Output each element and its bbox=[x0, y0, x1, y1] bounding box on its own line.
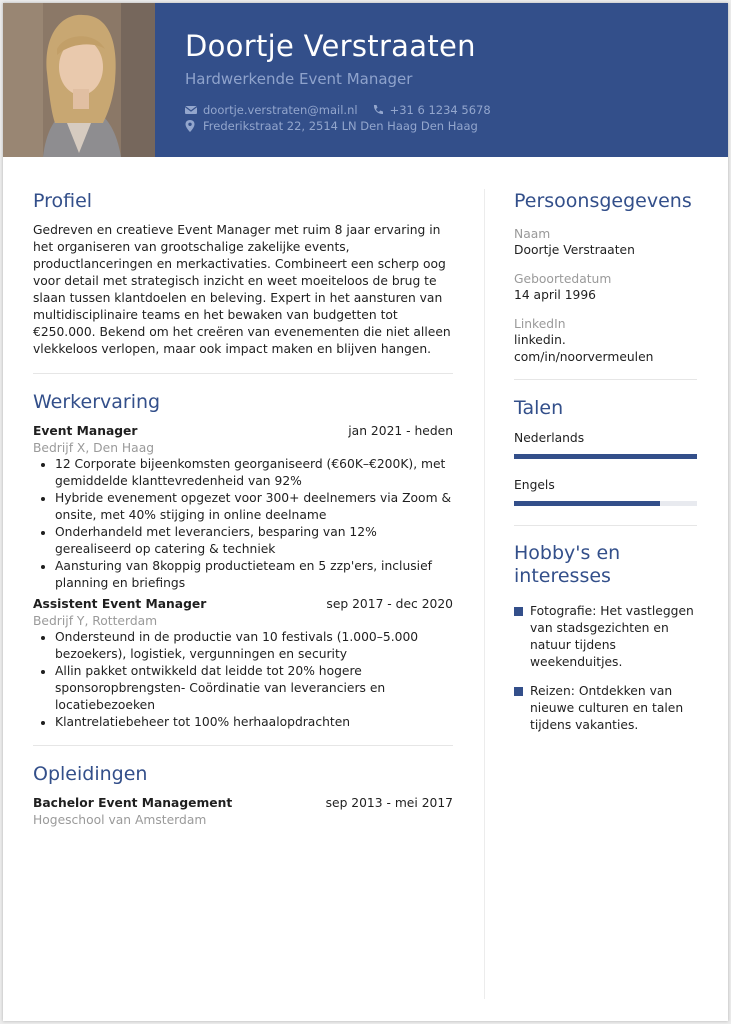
hobby-text: Reizen: Ontdekken van nieuwe culturen en talen tijdens vakanties. bbox=[530, 684, 684, 732]
contact-line-2 bbox=[185, 119, 478, 133]
list-item: • Hybride evenement opgezet voor 300+ deelnemers via Zoom & onsite, met 40% stijging in online deelname bbox=[55, 490, 453, 524]
contact-line-1 bbox=[185, 103, 491, 117]
language-name: Engels bbox=[514, 478, 555, 492]
language-bar-track bbox=[514, 501, 697, 506]
personal-heading: Persoonsgegevens bbox=[514, 190, 692, 212]
phone-icon bbox=[372, 104, 386, 116]
list-item: • Onderhandeld met leveranciers, besparing van 12% gerealiseerd op catering & techniek bbox=[55, 524, 453, 558]
language-bar-track bbox=[514, 454, 697, 459]
experience-heading: Werkervaring bbox=[33, 391, 161, 413]
job-bullets bbox=[33, 629, 453, 731]
linkedin-value[interactable]: linkedin. bbox=[514, 333, 566, 347]
field-label: LinkedIn bbox=[514, 317, 566, 331]
education-heading: Opleidingen bbox=[33, 763, 148, 785]
list-item: • 12 Corporate bijeenkomsten georganiseerd (€60K–€200K), met gemiddelde klanttevredenheid van 92% bbox=[55, 456, 453, 490]
profile-heading: Profiel bbox=[33, 190, 93, 212]
profile-photo bbox=[3, 3, 155, 157]
job-company: Bedrijf Y, Rotterdam bbox=[33, 614, 158, 628]
side-column bbox=[514, 189, 697, 734]
phone-text[interactable]: +31 6 1234 5678 bbox=[389, 103, 491, 117]
list-item: • Aansturing van 8koppig productieteam en 5 zzp'ers, inclusief planning en briefings bbox=[55, 558, 453, 592]
square-bullet-icon bbox=[514, 607, 523, 616]
list-item: • Klantrelatiebeheer tot 100% herhaalopdrachten bbox=[55, 714, 453, 731]
candidate-tagline: Hardwerkende Event Manager bbox=[185, 70, 413, 88]
hobby-item bbox=[514, 603, 697, 671]
address-text: Frederikstraat 22, 2514 LN Den Haag Den Haag bbox=[203, 119, 478, 133]
list-item: • Ondersteund in de productie van 10 festivals (1.000–5.000 bezoekers), logistiek, vergunningen en security bbox=[55, 629, 453, 663]
profile-text: Gedreven en creatieve Event Manager met ruim 8 jaar ervaring in het organiseren van grootschalige zakelijke events, productlanceringen en merkactivaties. Combineert een scherp oog voor detail met strategisch inzicht en weet moeiteloos de brug te slaan tussen klantdoelen en beleving. Expert in het aansturen van multidisciplinaire teams en het bewaken van budgetten tot €250.000. Bekend om het creëren van evenementen die niet alleen vlekkeloos verlopen, maar ook impact maken en blijven hangen. bbox=[33, 223, 451, 356]
job-period: sep 2017 - dec 2020 bbox=[326, 597, 453, 611]
degree-period: sep 2013 - mei 2017 bbox=[325, 796, 453, 810]
section-divider bbox=[514, 379, 697, 380]
hobbies-heading-line1: Hobby's en bbox=[514, 542, 621, 564]
field-value: Doortje Verstraaten bbox=[514, 243, 635, 257]
job-title: Assistent Event Manager bbox=[33, 597, 207, 611]
language-name: Nederlands bbox=[514, 431, 585, 445]
candidate-name: Doortje Verstraaten bbox=[185, 29, 476, 63]
job-period: jan 2021 - heden bbox=[348, 424, 453, 438]
personal-field bbox=[514, 271, 697, 304]
personal-field bbox=[514, 316, 697, 366]
job-entry bbox=[33, 423, 453, 592]
field-label: Geboortedatum bbox=[514, 272, 612, 286]
job-company: Bedrijf X, Den Haag bbox=[33, 441, 155, 455]
section-divider bbox=[33, 373, 453, 374]
main-column bbox=[33, 189, 453, 828]
language-bar-fill bbox=[514, 454, 697, 459]
job-entry bbox=[33, 596, 453, 731]
linkedin-value-cont[interactable]: com/in/noorvermeulen bbox=[514, 350, 654, 364]
header bbox=[3, 3, 728, 157]
section-divider bbox=[514, 525, 697, 526]
language-item bbox=[514, 430, 697, 459]
resume-page bbox=[3, 3, 728, 1021]
job-bullets bbox=[33, 456, 453, 592]
education-entry bbox=[33, 795, 453, 828]
list-item: • Allin pakket ontwikkeld dat leidde tot 20% hogere sponsoropbrengsten- Coördinatie van leveranciers en locatiebezoeken bbox=[55, 663, 453, 714]
email-text[interactable]: doortje.verstraten@mail.nl bbox=[203, 103, 358, 117]
language-bar-fill bbox=[514, 501, 660, 506]
hobby-item bbox=[514, 683, 697, 734]
degree-title: Bachelor Event Management bbox=[33, 796, 233, 810]
field-value: 14 april 1996 bbox=[514, 288, 596, 302]
field-label: Naam bbox=[514, 227, 551, 241]
map-pin-icon bbox=[185, 120, 199, 132]
envelope-icon bbox=[185, 104, 199, 116]
language-item bbox=[514, 477, 697, 506]
section-divider bbox=[33, 745, 453, 746]
square-bullet-icon bbox=[514, 687, 523, 696]
personal-field bbox=[514, 226, 697, 259]
hobby-text: Fotografie: Het vastleggen van stadsgezichten en natuur tijdens weekenduitjes. bbox=[530, 604, 694, 669]
hobbies-heading-line2: interesses bbox=[514, 565, 611, 587]
column-divider bbox=[484, 189, 485, 999]
languages-heading: Talen bbox=[514, 397, 564, 419]
school-name: Hogeschool van Amsterdam bbox=[33, 813, 207, 827]
hobbies-heading bbox=[514, 542, 697, 588]
job-title: Event Manager bbox=[33, 424, 138, 438]
